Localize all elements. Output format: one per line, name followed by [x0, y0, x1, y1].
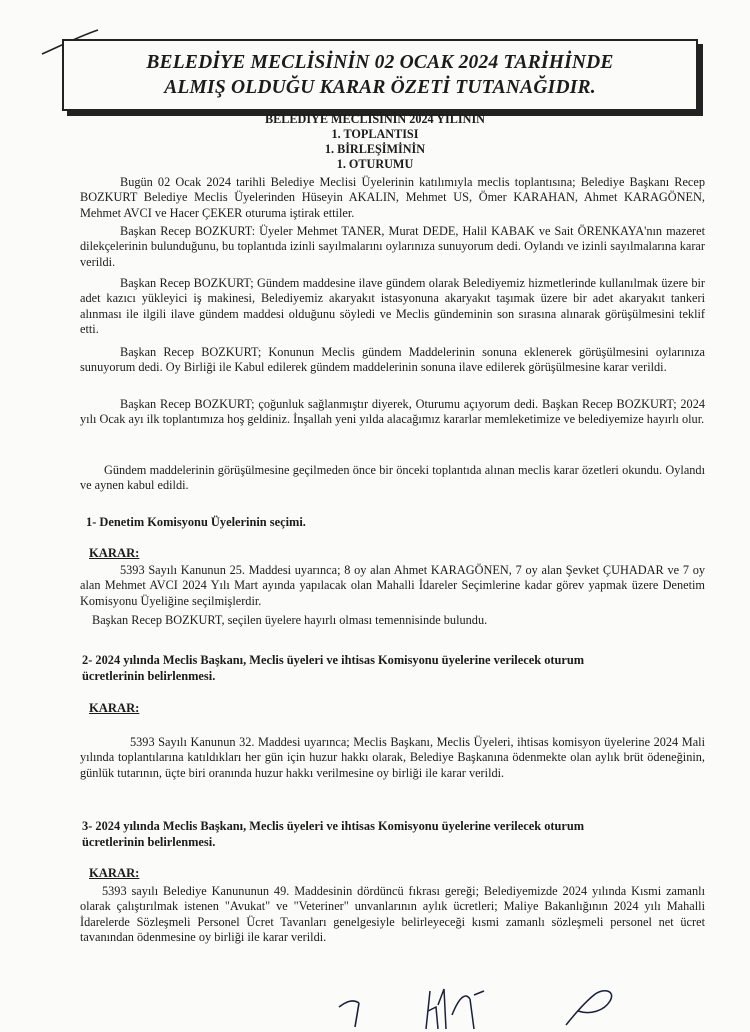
session-sitting: 1. OTURUMU	[336, 157, 414, 171]
agenda-item-2-title	[82, 652, 584, 684]
signature-mark-1	[335, 985, 375, 1030]
agenda-item-1-decision: 5393 Sayılı Kanunun 25. Maddesi uyarınca; 8 oy alan Ahmet KARAGÖNEN, 7 oy alan Şevket ÇUHADAR ve 7 oy alan Mehmet AVCI 2024 Yılı Mart ayında yapılacak olan Mahalli İdareler Seçimlerine kadar görev yapmak üzere Denetim Komisyonu Üyeliğine seçilmişlerdir.	[80, 563, 705, 608]
intro-paragraph-2: Başkan Recep BOZKURT: Üyeler Mehmet TANER, Murat DEDE, Halil KABAK ve Sait ÖRENKAYA'nın mazeret dilekçelerinin bulunduğunu, bu toplantıda izinli sayılmalarını oylarınıza sunuyorum dedi. Oylandı ve izinli sayılmalarına karar verildi.	[80, 224, 705, 269]
intro-paragraph-4: Başkan Recep BOZKURT; Konunun Meclis gündem Maddelerinin sonuna eklenerek görüşülmesini oylarınıza sunuyorum dedi. Oy Birliği ile Kabul edilerek gündem maddelerinin sonuna ilave edilerek görüşülmesine karar verildi.	[80, 345, 705, 375]
agenda-item-2-title-line-2: ücretlerinin belirlenmesi.	[82, 669, 216, 683]
document-title-line-1: BELEDİYE MECLİSİNİN 02 OCAK 2024 TARİHİNDE	[146, 52, 614, 73]
agenda-item-1-karar-label: KARAR:	[89, 546, 140, 560]
signature-mark-2	[420, 985, 490, 1032]
session-year: BELEDİYE MECLİSİNİN 2024 YILININ	[265, 112, 485, 126]
agenda-item-2-karar-label: KARAR:	[89, 701, 140, 715]
document-title-line-2: ALMIŞ OLDUĞU KARAR ÖZETİ TUTANAĞIDIR.	[164, 77, 596, 98]
session-meeting: 1. TOPLANTISI	[331, 127, 419, 141]
agenda-item-3-title-line-1: 3- 2024 yılında Meclis Başkanı, Meclis üyeleri ve ihtisas Komisyonu üyelerine verilecek oturum	[82, 819, 585, 833]
signature-mark-3	[560, 985, 620, 1030]
agenda-item-1-note: Başkan Recep BOZKURT, seçilen üyelere hayırlı olması temennisinde bulundu.	[92, 613, 488, 627]
intro-paragraph-6: Gündem maddelerinin görüşülmesine geçilmeden önce bir önceki toplantıda alınan meclis karar özetleri okundu. Oylandı ve aynen kabul edildi.	[80, 463, 705, 493]
agenda-item-3-title-line-2: ücretlerinin belirlenmesi.	[82, 835, 216, 849]
agenda-item-2-decision: 5393 Sayılı Kanunun 32. Maddesi uyarınca; Meclis Başkanı, Meclis Üyeleri, ihtisas komisyon üyelerine 2024 Mali yılında toplantılarına katıldıkları her gün için huzur hakkı olarak, Belediye Başkanına ödenmekte olan aylık brüt ödeneğinin, günlük tutarının, üçte biri oranında huzur hakkı verilmesine oy birliği ile karar verildi.	[80, 735, 705, 780]
session-heading	[0, 112, 750, 172]
agenda-item-1-title: 1- Denetim Komisyonu Üyelerinin seçimi.	[86, 515, 306, 529]
intro-paragraph-1: Bugün 02 Ocak 2024 tarihli Belediye Meclisi Üyelerinin katılımıyla meclis toplantısına; Belediye Başkanı Recep BOZKURT Belediye Meclis Üyelerinden Hüseyin AKALIN, Mehmet US, Ömer KARAHAN, Ahmet KARAGÖNEN, Mehmet AVCI ve Hacer ÇEKER oturuma iştirak ettiler.	[80, 175, 705, 220]
document-title-box	[62, 39, 698, 111]
agenda-item-2-title-line-1: 2- 2024 yılında Meclis Başkanı, Meclis üyeleri ve ihtisas Komisyonu üyelerine verilecek oturum	[82, 653, 585, 667]
agenda-item-3-title	[82, 818, 584, 850]
intro-paragraph-5: Başkan Recep BOZKURT; çoğunluk sağlanmıştır diyerek, Oturumu açıyorum dedi. Başkan Recep BOZKURT; 2024 yılı Ocak ayı ilk toplantımıza hoş geldiniz. İnşallah yeni yılda alacağımız kararlar memleketimize ve belediyemize hayırlı olur.	[80, 397, 705, 427]
agenda-item-3-karar-label: KARAR:	[89, 866, 140, 880]
intro-paragraph-3: Başkan Recep BOZKURT; Gündem maddesine ilave gündem olarak Belediyemiz hizmetlerinde kullanılmak üzere bir adet kazıcı yükleyici iş makinesi, Belediyemiz akaryakıt istasyonuna akaryakıt taşımak üzere bir adet akaryakıt tankeri alınması ile ilgili ilave gündem maddesi olduğunu söyledi ve Meclis gündeminin son sırasına alınarak görüşülmesini teklif etti.	[80, 276, 705, 337]
session-union: 1. BİRLEŞİMİNİN	[324, 142, 426, 156]
agenda-item-3-decision: 5393 sayılı Belediye Kanununun 49. Maddesinin dördüncü fıkrası gereği; Belediyemizde 2024 yılında Kısmi zamanlı olarak çalıştırılmak istenen "Avukat" ve "Veteriner" unvanlarının aylık ücretleri; Maliye Bakanlığının 2024 yılı Mahalli İdarelerde Sözleşmeli Personel Ücret Tavanları genelgesiyle belirleyeceği kısmi zamanlı sözleşmeli personel net ücret tavanından ödenmesine oy birliği ile karar verildi.	[80, 884, 705, 945]
